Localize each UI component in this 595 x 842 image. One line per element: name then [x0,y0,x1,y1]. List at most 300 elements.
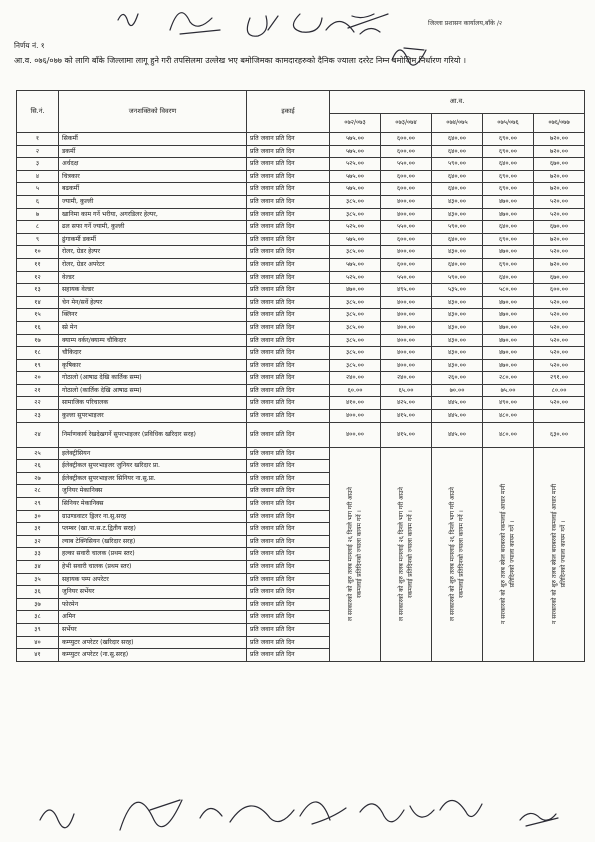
vertical-note-text: ल सरकारको को शुरु तलब मानलाई २६ दिनले भाग गरी आउने रकमलाई प्रतिदिनको ज्याला कायम गर्ने । [398,487,414,622]
row-description: डकर्मी [59,145,247,158]
rate-cell: ७२०.०० [534,170,585,183]
row-sn: ३२ [17,535,59,548]
vertical-note-cell [432,447,483,661]
row-unit: प्रति जवान प्रति दिन [247,598,330,611]
row-description: इलेक्ट्रीसियन [59,447,247,460]
rate-cell: ४२५.०० [381,397,432,410]
rate-cell: ४००.०० [381,321,432,334]
table-row [17,133,585,146]
table-row [17,410,585,423]
row-description: सहायक पम्प अपरेटर [59,573,247,586]
row-unit: प्रति जवान प्रति दिन [247,548,330,561]
rate-cell: ५७५.०० [330,183,381,196]
rate-cell: ४३०.०० [432,321,483,334]
rate-cell: ६९०.०० [483,170,534,183]
row-description: रोलर, ग्रेडर हेल्पर [59,246,247,259]
rate-cell: ४३०.०० [432,208,483,221]
rate-cell: ५२०.०० [534,296,585,309]
table-row [17,246,585,259]
row-sn: १५ [17,309,59,322]
rate-cell: ४४५.०० [432,410,483,423]
row-sn: ३९ [17,623,59,636]
row-unit: प्रति जवान प्रति दिन [247,535,330,548]
table-row [17,384,585,397]
row-sn: ४१ [17,649,59,662]
table-row [17,158,585,171]
rate-cell: ४१५.०० [381,422,432,447]
row-description: सिनियर मेकानिक्स [59,498,247,511]
decision-number: निर्णय नं. १ [14,41,45,50]
row-description: ल्याब टेक्निसियन (खरिदार सरह) [59,535,247,548]
row-unit: प्रति जवान प्रति दिन [247,170,330,183]
row-sn: २५ [17,447,59,460]
table-row [17,145,585,158]
rate-cell: ४३०.०० [432,246,483,259]
rate-cell: ७२०.०० [534,133,585,146]
row-unit: प्रति जवान प्रति दिन [247,623,330,636]
vertical-note-text: ल सरकारको को शुरु तलब मानलाई २६ दिनले भाग गरी आउने रकमलाई प्रतिदिनको ज्याला कायम गर्ने । [347,487,363,622]
row-unit: प्रति जवान प्रति दिन [247,359,330,372]
row-unit: प्रति जवान प्रति दिन [247,573,330,586]
row-description: ढुंगाकर्मी डकर्मी [59,233,247,246]
row-sn: २४ [17,422,59,447]
header-year: ०७५/०७६ [483,114,534,133]
row-description: खानिमा काम गर्ने भरीया, अगरडिलर हेल्पर, [59,208,247,221]
row-sn: ३१ [17,523,59,536]
row-description: ढल सफा गर्ने ज्यामी, कुल्ली [59,221,247,234]
row-description: सहायक वेल्डर [59,284,247,297]
rate-cell: ४१०.०० [330,397,381,410]
header-unit: इकाई [247,91,330,133]
row-description: सर्भेयर [59,623,247,636]
rate-cell: ५७५.०० [330,145,381,158]
wage-rate-table [16,90,585,662]
rate-cell: ५२०.०० [534,195,585,208]
row-unit: प्रति जवान प्रति दिन [247,649,330,662]
row-sn: ३६ [17,586,59,599]
rate-cell: ४००.०० [381,334,432,347]
row-unit: प्रति जवान प्रति दिन [247,246,330,259]
rate-cell: ६०.०० [330,384,381,397]
rate-cell: ५८०.०० [483,284,534,297]
rate-cell: ५२०.०० [534,309,585,322]
row-unit: प्रति जवान प्रति दिन [247,611,330,624]
row-unit: प्रति जवान प्रति दिन [247,561,330,574]
rate-cell: ५२०.०० [534,347,585,360]
rate-cell: ४७०.०० [483,195,534,208]
rate-cell: ६४०.०० [432,233,483,246]
row-unit: प्रति जवान प्रति दिन [247,321,330,334]
row-description: बढकर्मी [59,183,247,196]
rate-cell: ३८५.०० [330,208,381,221]
vertical-note-text: न सरकारको को शुरु तलब स्केल बराबरको रकमलाई आधार मानी प्रतिदिनको ज्याला कायम गर्ने । [551,484,568,625]
rate-cell: ५७५.०० [330,258,381,271]
row-description: जुनियर सर्भेयर [59,586,247,599]
row-unit: प्रति जवान प्रति दिन [247,296,330,309]
row-unit: प्रति जवान प्रति दिन [247,271,330,284]
rate-cell: ३८५.०० [330,359,381,372]
row-unit: प्रति जवान प्रति दिन [247,221,330,234]
row-sn: १० [17,246,59,259]
rate-cell: ४७०.०० [483,246,534,259]
row-sn: १८ [17,347,59,360]
rate-cell: ४३०.०० [432,195,483,208]
rate-cell: ६४०.०० [483,158,534,171]
rate-cell: ५२०.०० [534,208,585,221]
rate-cell: ६३०.०० [534,422,585,447]
row-description: कम्प्युटर अपरेटर (ना.सु.सरह) [59,649,247,662]
rate-cell: ६००.०० [381,258,432,271]
rate-cell: ३८५.०० [330,347,381,360]
rate-cell: ४८०.०० [483,422,534,447]
row-description: क्लिनर [59,309,247,322]
row-description: हेभी सवारी चालक (प्रथम स्तर) [59,561,247,574]
signature-bottom-5 [360,804,434,822]
rate-cell: ५५०.०० [381,271,432,284]
rate-cell: ४३०.०० [432,334,483,347]
table-row [17,170,585,183]
table-row [17,195,585,208]
rate-cell: ६४०.०० [483,221,534,234]
rate-cell: ५२०.०० [534,334,585,347]
rate-cell: २४०.०० [381,372,432,385]
office-stamp: जिल्ला प्रशासन कार्यालय,बाँके /२ [428,20,503,27]
rate-cell: ५७५.०० [330,170,381,183]
rate-cell: ३८५.०० [330,321,381,334]
table-row [17,447,585,460]
rate-cell: ७२०.०० [534,258,585,271]
table-row [17,221,585,234]
rate-cell: ४८०.०० [483,410,534,423]
rate-cell: ६००.०० [381,170,432,183]
row-description: कम्प्युटर अपरेटर (खरिदार सरह) [59,636,247,649]
row-sn: १६ [17,321,59,334]
rate-cell: ४७०.०० [483,347,534,360]
signature-bottom-2 [120,800,182,830]
table-row [17,284,585,297]
rate-cell: ६९०.०० [483,258,534,271]
rate-cell: ५२५.०० [330,158,381,171]
row-sn: २९ [17,498,59,511]
row-sn: २७ [17,472,59,485]
row-unit: प्रति जवान प्रति दिन [247,208,330,221]
row-sn: १ [17,133,59,146]
row-description: ग्राउण्डवाटर ड्रिलर ना.सु.सरह [59,510,247,523]
rate-cell: ७२०.०० [534,145,585,158]
rate-cell: ८०.०० [534,384,585,397]
row-sn: २१ [17,384,59,397]
row-description: स्प्रे मेन [59,321,247,334]
rate-cell: ६७०.०० [534,158,585,171]
rate-cell: ४७०.०० [483,309,534,322]
row-unit: प्रति जवान प्रति दिन [247,284,330,297]
rate-cell: ७२०.०० [534,183,585,196]
header-year: ०७२/०७३ [330,114,381,133]
row-sn: ३७ [17,598,59,611]
row-description: निर्माणकार्य रेखदेखगर्ने सुपरभाइजर (प्रविधिक खरिदार सरह) [59,422,247,447]
rate-cell: ४९५.०० [381,284,432,297]
rate-cell: ६००.०० [381,145,432,158]
row-sn: १७ [17,334,59,347]
rate-cell: ४००.०० [381,208,432,221]
rate-cell: ५७५.०० [330,233,381,246]
row-sn: ३ [17,158,59,171]
row-sn: २० [17,372,59,385]
vertical-note-cell [483,447,534,661]
row-description: गोठालो (आषाढ देखि कार्तिक सम्म) [59,372,247,385]
row-unit: प्रति जवान प्रति दिन [247,233,330,246]
row-sn: १९ [17,359,59,372]
row-description: ईलेक्ट्रीकल सुपरभाइजर जुनियर खरिदार प्रा. [59,460,247,473]
row-unit: प्रति जवान प्रति दिन [247,485,330,498]
header-year: ०७६/०७७ [534,114,585,133]
row-description: अर्धदक्ष [59,158,247,171]
row-unit: प्रति जवान प्रति दिन [247,372,330,385]
rate-cell: ४००.०० [381,309,432,322]
row-description: सिकर्मी [59,133,247,146]
row-sn: ६ [17,195,59,208]
row-unit: प्रति जवान प्रति दिन [247,510,330,523]
row-description: हल्का सवारी चालक (प्रथम स्तर) [59,548,247,561]
row-unit: प्रति जवान प्रति दिन [247,309,330,322]
row-sn: २३ [17,410,59,423]
intro-paragraph: आ.व. ०७६/०७७ को लागि बाँके जिल्लामा लागू हुने गरी तपसिलमा उल्लेख भए बमोजिमका कामदारहरुको दैनिक ज्याला दररेट निम्न बमोजिम निर्धारण गरियो । [14,56,467,65]
rate-cell: ४००.०० [330,410,381,423]
row-description: ईलेक्ट्रीकल सुपरभाइजर सिनियर ना.सु.प्रा. [59,472,247,485]
row-sn: ५ [17,183,59,196]
row-unit: प्रति जवान प्रति दिन [247,636,330,649]
row-description: प्लम्बर (खा.पा.स.ट.द्वितीय सरह) [59,523,247,536]
row-unit: प्रति जवान प्रति दिन [247,195,330,208]
rate-cell: ७५.०० [483,384,534,397]
row-description: कुल्ला सुपरभाइजर [59,410,247,423]
row-description: ज्यामी, कुल्ली [59,195,247,208]
table-row [17,309,585,322]
rate-cell: ३८५.०० [330,309,381,322]
rate-cell: ४००.०० [381,195,432,208]
wage-table-wrapper [16,90,584,662]
header-year: ०७३/०७४ [381,114,432,133]
rate-cell: ५५०.०० [381,221,432,234]
header-sn: सि.नं. [17,91,59,133]
table-body [17,133,585,662]
rate-cell: ४३०.०० [432,359,483,372]
header-description: जनशक्तिको विवरण [59,91,247,133]
signature-bottom-1 [40,810,74,828]
row-unit: प्रति जवान प्रति दिन [247,258,330,271]
rate-cell: ६००.०० [534,284,585,297]
rate-cell: ४७०.०० [483,321,534,334]
row-description: चौकिदार [59,347,247,360]
rate-cell: ५५०.०० [381,158,432,171]
row-unit: प्रति जवान प्रति दिन [247,447,330,460]
rate-cell: ४००.०० [381,296,432,309]
table-row [17,258,585,271]
row-unit: प्रति जवान प्रति दिन [247,472,330,485]
row-description: कृषिकार [59,359,247,372]
rate-cell: ६७०.०० [534,221,585,234]
header-year: ०७४/०७५ [432,114,483,133]
rate-cell: ४३०.०० [432,296,483,309]
table-row [17,372,585,385]
row-description: जुनियर मेकानिक्स [59,485,247,498]
rate-cell: ५२५.०० [330,221,381,234]
table-row [17,208,585,221]
row-unit: प्रति जवान प्रति दिन [247,586,330,599]
row-unit: प्रति जवान प्रति दिन [247,334,330,347]
rate-cell: ६४०.०० [483,271,534,284]
signature-top-1 [118,14,138,26]
rate-cell: ६९०.०० [483,233,534,246]
rate-cell: ५२०.०० [534,321,585,334]
rate-cell: २६०.०० [432,372,483,385]
rate-cell: ५३५.०० [432,284,483,297]
row-description: चेन मेन/सर्वे हेल्पर [59,296,247,309]
row-unit: प्रति जवान प्रति दिन [247,410,330,423]
rate-cell: ४४५.०० [432,397,483,410]
rate-cell: ६९०.०० [483,183,534,196]
row-description: रोलर, ग्रेडर अपरेटर [59,258,247,271]
row-sn: २२ [17,397,59,410]
table-row [17,397,585,410]
signature-top-4 [293,14,380,34]
rate-cell: ६००.०० [381,233,432,246]
signature-bottom-3 [200,806,294,822]
signature-bottom-6 [440,800,482,816]
table-row [17,296,585,309]
row-sn: २६ [17,460,59,473]
row-unit: प्रति जवान प्रति दिन [247,183,330,196]
rate-cell: ७२०.०० [534,233,585,246]
row-sn: ३० [17,510,59,523]
rate-cell: ३८५.०० [330,334,381,347]
rate-cell: ४१५.०० [381,410,432,423]
rate-cell: ६७०.०० [534,271,585,284]
rate-cell: ६९०.०० [483,145,534,158]
signature-top-5 [348,14,388,28]
row-unit: प्रति जवान प्रति दिन [247,498,330,511]
rate-cell: ३८५.०० [330,296,381,309]
rate-cell: ३८५.०० [330,195,381,208]
row-unit: प्रति जवान प्रति दिन [247,145,330,158]
row-sn: ४० [17,636,59,649]
signature-top-3 [247,16,278,36]
rate-cell: ६००.०० [381,133,432,146]
rate-cell: २४०.०० [330,372,381,385]
rate-cell: ७०.०० [432,384,483,397]
rate-cell: ५७५.०० [330,133,381,146]
table-row [17,271,585,284]
rate-cell: ४९०.०० [483,397,534,410]
rate-cell: ६४०.०० [432,145,483,158]
row-sn: ३४ [17,561,59,574]
row-sn: ३८ [17,611,59,624]
rate-cell: ५९०.०० [432,271,483,284]
rate-cell: ४४५.०० [432,422,483,447]
rate-cell: ४७०.०० [483,296,534,309]
row-sn: ११ [17,258,59,271]
rate-cell: ५२०.०० [534,359,585,372]
table-row [17,233,585,246]
rate-cell: ४३०.०० [432,347,483,360]
rate-cell: ६४०.०० [432,183,483,196]
rate-cell: ४००.०० [381,347,432,360]
row-description: चित्रकार [59,170,247,183]
row-unit: प्रति जवान प्रति दिन [247,422,330,447]
rate-cell: ६५.०० [381,384,432,397]
rate-cell: ४७०.०० [483,359,534,372]
vertical-note-text: ल सरकारको को शुरु तलब मानलाई २६ दिनले भाग गरी आउने रकमलाई प्रतिदिनको ज्याला कायम गर्ने । [449,487,465,622]
rate-cell: ४००.०० [330,422,381,447]
rate-cell: ४७०.०० [483,208,534,221]
row-unit: प्रति जवान प्रति दिन [247,397,330,410]
row-sn: १३ [17,284,59,297]
table-row [17,183,585,196]
rate-cell: ६९०.०० [483,133,534,146]
signature-bottom-7 [520,813,558,826]
rate-cell: ५२५.०० [330,271,381,284]
rate-cell: ६४०.०० [432,258,483,271]
row-description: अमिन [59,611,247,624]
rate-cell: २८०.०० [483,372,534,385]
rate-cell: ६००.०० [381,183,432,196]
table-row [17,334,585,347]
signature-bottom-4 [300,802,346,824]
rate-cell: ४७०.०० [330,284,381,297]
row-sn: १४ [17,296,59,309]
row-sn: ७ [17,208,59,221]
rate-cell: ५९०.०० [432,158,483,171]
row-sn: १२ [17,271,59,284]
header-fiscal-year-group: आ.व. [330,91,585,114]
row-unit: प्रति जवान प्रति दिन [247,347,330,360]
vertical-note-cell [381,447,432,661]
row-sn: ३३ [17,548,59,561]
row-sn: ९ [17,233,59,246]
row-unit: प्रति जवान प्रति दिन [247,523,330,536]
rate-cell: ५२०.०० [534,397,585,410]
rate-cell: ६४०.०० [432,170,483,183]
rate-cell: ५९०.०० [432,221,483,234]
rate-cell: ४३०.०० [432,309,483,322]
row-unit: प्रति जवान प्रति दिन [247,158,330,171]
row-description: वेल्डर [59,271,247,284]
rate-cell: ४००.०० [381,246,432,259]
rate-cell: ४७०.०० [483,334,534,347]
table-row [17,321,585,334]
rate-cell: ४००.०० [381,359,432,372]
table-row [17,347,585,360]
rate-cell: ६४०.०० [432,133,483,146]
row-description: गोठालो (कार्तिक देखि आषाढ सम्म) [59,384,247,397]
rate-cell: २९१.०० [534,372,585,385]
table-row [17,359,585,372]
vertical-note-text: न सरकारको को शुरु तलब स्केल बराबरको रकमलाई आधार मानी प्रतिदिनको ज्याला कायम गर्ने । [500,484,516,625]
row-unit: प्रति जवान प्रति दिन [247,133,330,146]
row-description: क्याम्प वर्कर/क्याम्प चौकिदार [59,334,247,347]
table-row [17,422,585,447]
vertical-note-cell [330,447,381,661]
rate-cell: ३८५.०० [330,246,381,259]
rate-cell [534,410,585,423]
row-description: सामाजिक परिचालक [59,397,247,410]
row-sn: २ [17,145,59,158]
row-sn: ३५ [17,573,59,586]
row-sn: ४ [17,170,59,183]
rate-cell: ५२०.०० [534,246,585,259]
signature-top-2 [170,13,220,34]
vertical-note-cell [534,447,585,661]
